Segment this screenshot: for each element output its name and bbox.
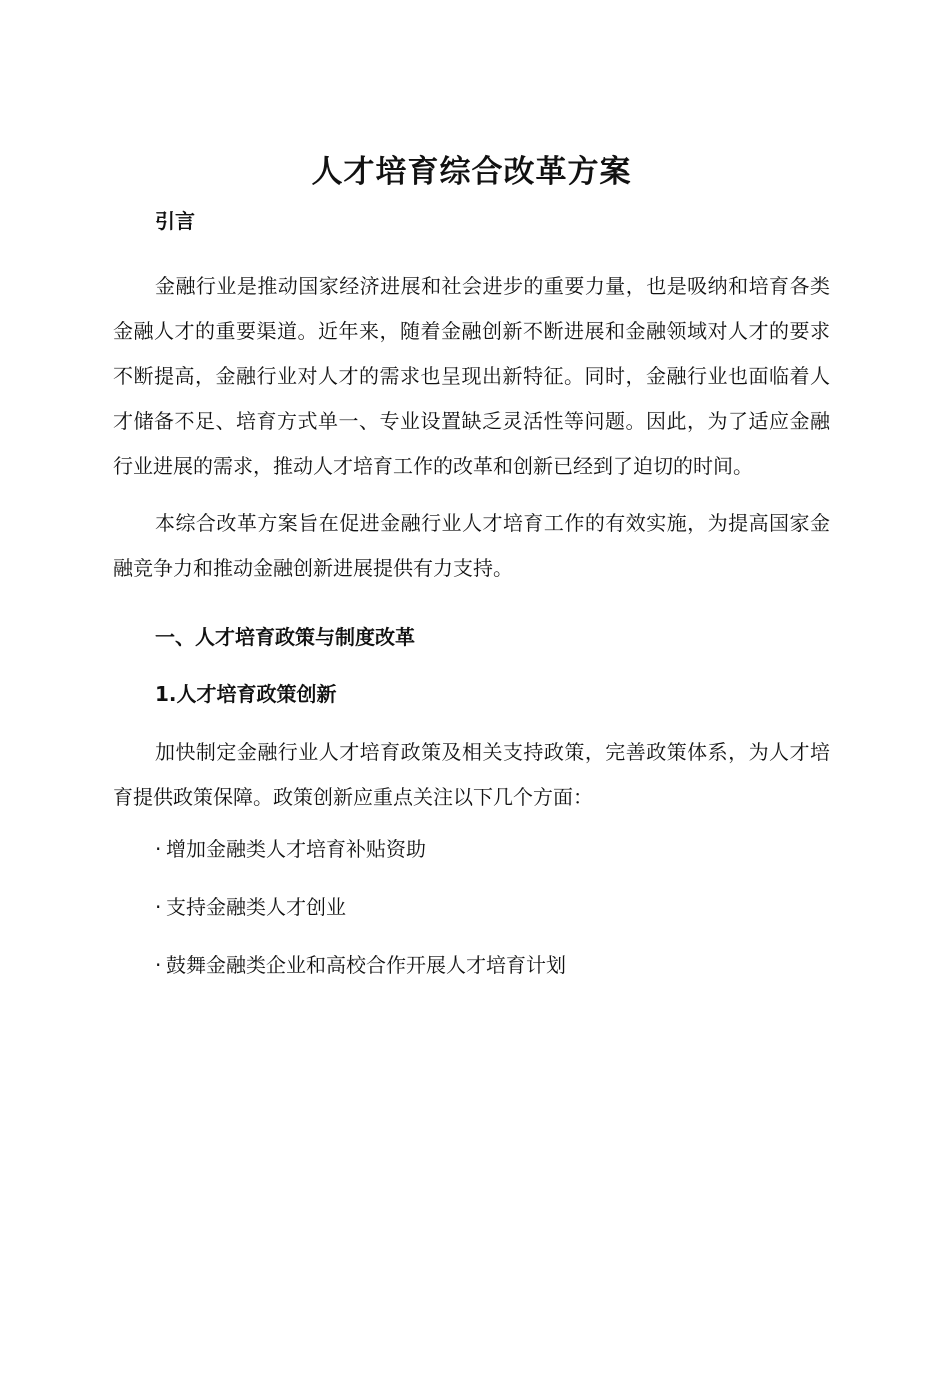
policy-bullet-list xyxy=(113,834,830,980)
document-title: 人才培育综合改革方案 xyxy=(311,154,632,190)
bullet-dot-icon: · xyxy=(155,837,162,861)
intro-heading: 引言 xyxy=(155,209,195,233)
bullet-text: 增加金融类人才培育补贴资助 xyxy=(166,837,426,861)
subsection-1-heading: 1.人才培育政策创新 xyxy=(155,682,337,706)
section-1-heading: 一、人才培育政策与制度改革 xyxy=(155,625,415,649)
bullet-dot-icon: · xyxy=(155,895,162,919)
list-item xyxy=(155,950,830,980)
list-item xyxy=(155,892,830,922)
subsection-1-paragraph: 加快制定金融行业人才培育政策及相关支持政策，完善政策体系，为人才培育提供政策保障。政策创新应重点关注以下几个方面： xyxy=(113,740,830,809)
bullet-text: 鼓舞金融类企业和高校合作开展人才培育计划 xyxy=(166,953,566,977)
intro-paragraph-1: 金融行业是推动国家经济进展和社会进步的重要力量，也是吸纳和培育各类金融人才的重要渠道。近年来，随着金融创新不断进展和金融领域对人才的要求不断提高，金融行业对人才的需求也呈现出新特征。同时，金融行业也面临着人才储备不足、培育方式单一、专业设置缺乏灵活性等问题。因此，为了适应金融行业进展的需求，推动人才培育工作的改革和创新已经到了迫切的时间。 xyxy=(113,274,830,478)
bullet-dot-icon: · xyxy=(155,953,162,977)
intro-paragraph-2: 本综合改革方案旨在促进金融行业人才培育工作的有效实施，为提高国家金融竞争力和推动金融创新进展提供有力支持。 xyxy=(113,511,830,580)
bullet-text: 支持金融类人才创业 xyxy=(166,895,346,919)
list-item xyxy=(155,834,830,864)
document-page xyxy=(0,148,950,1378)
